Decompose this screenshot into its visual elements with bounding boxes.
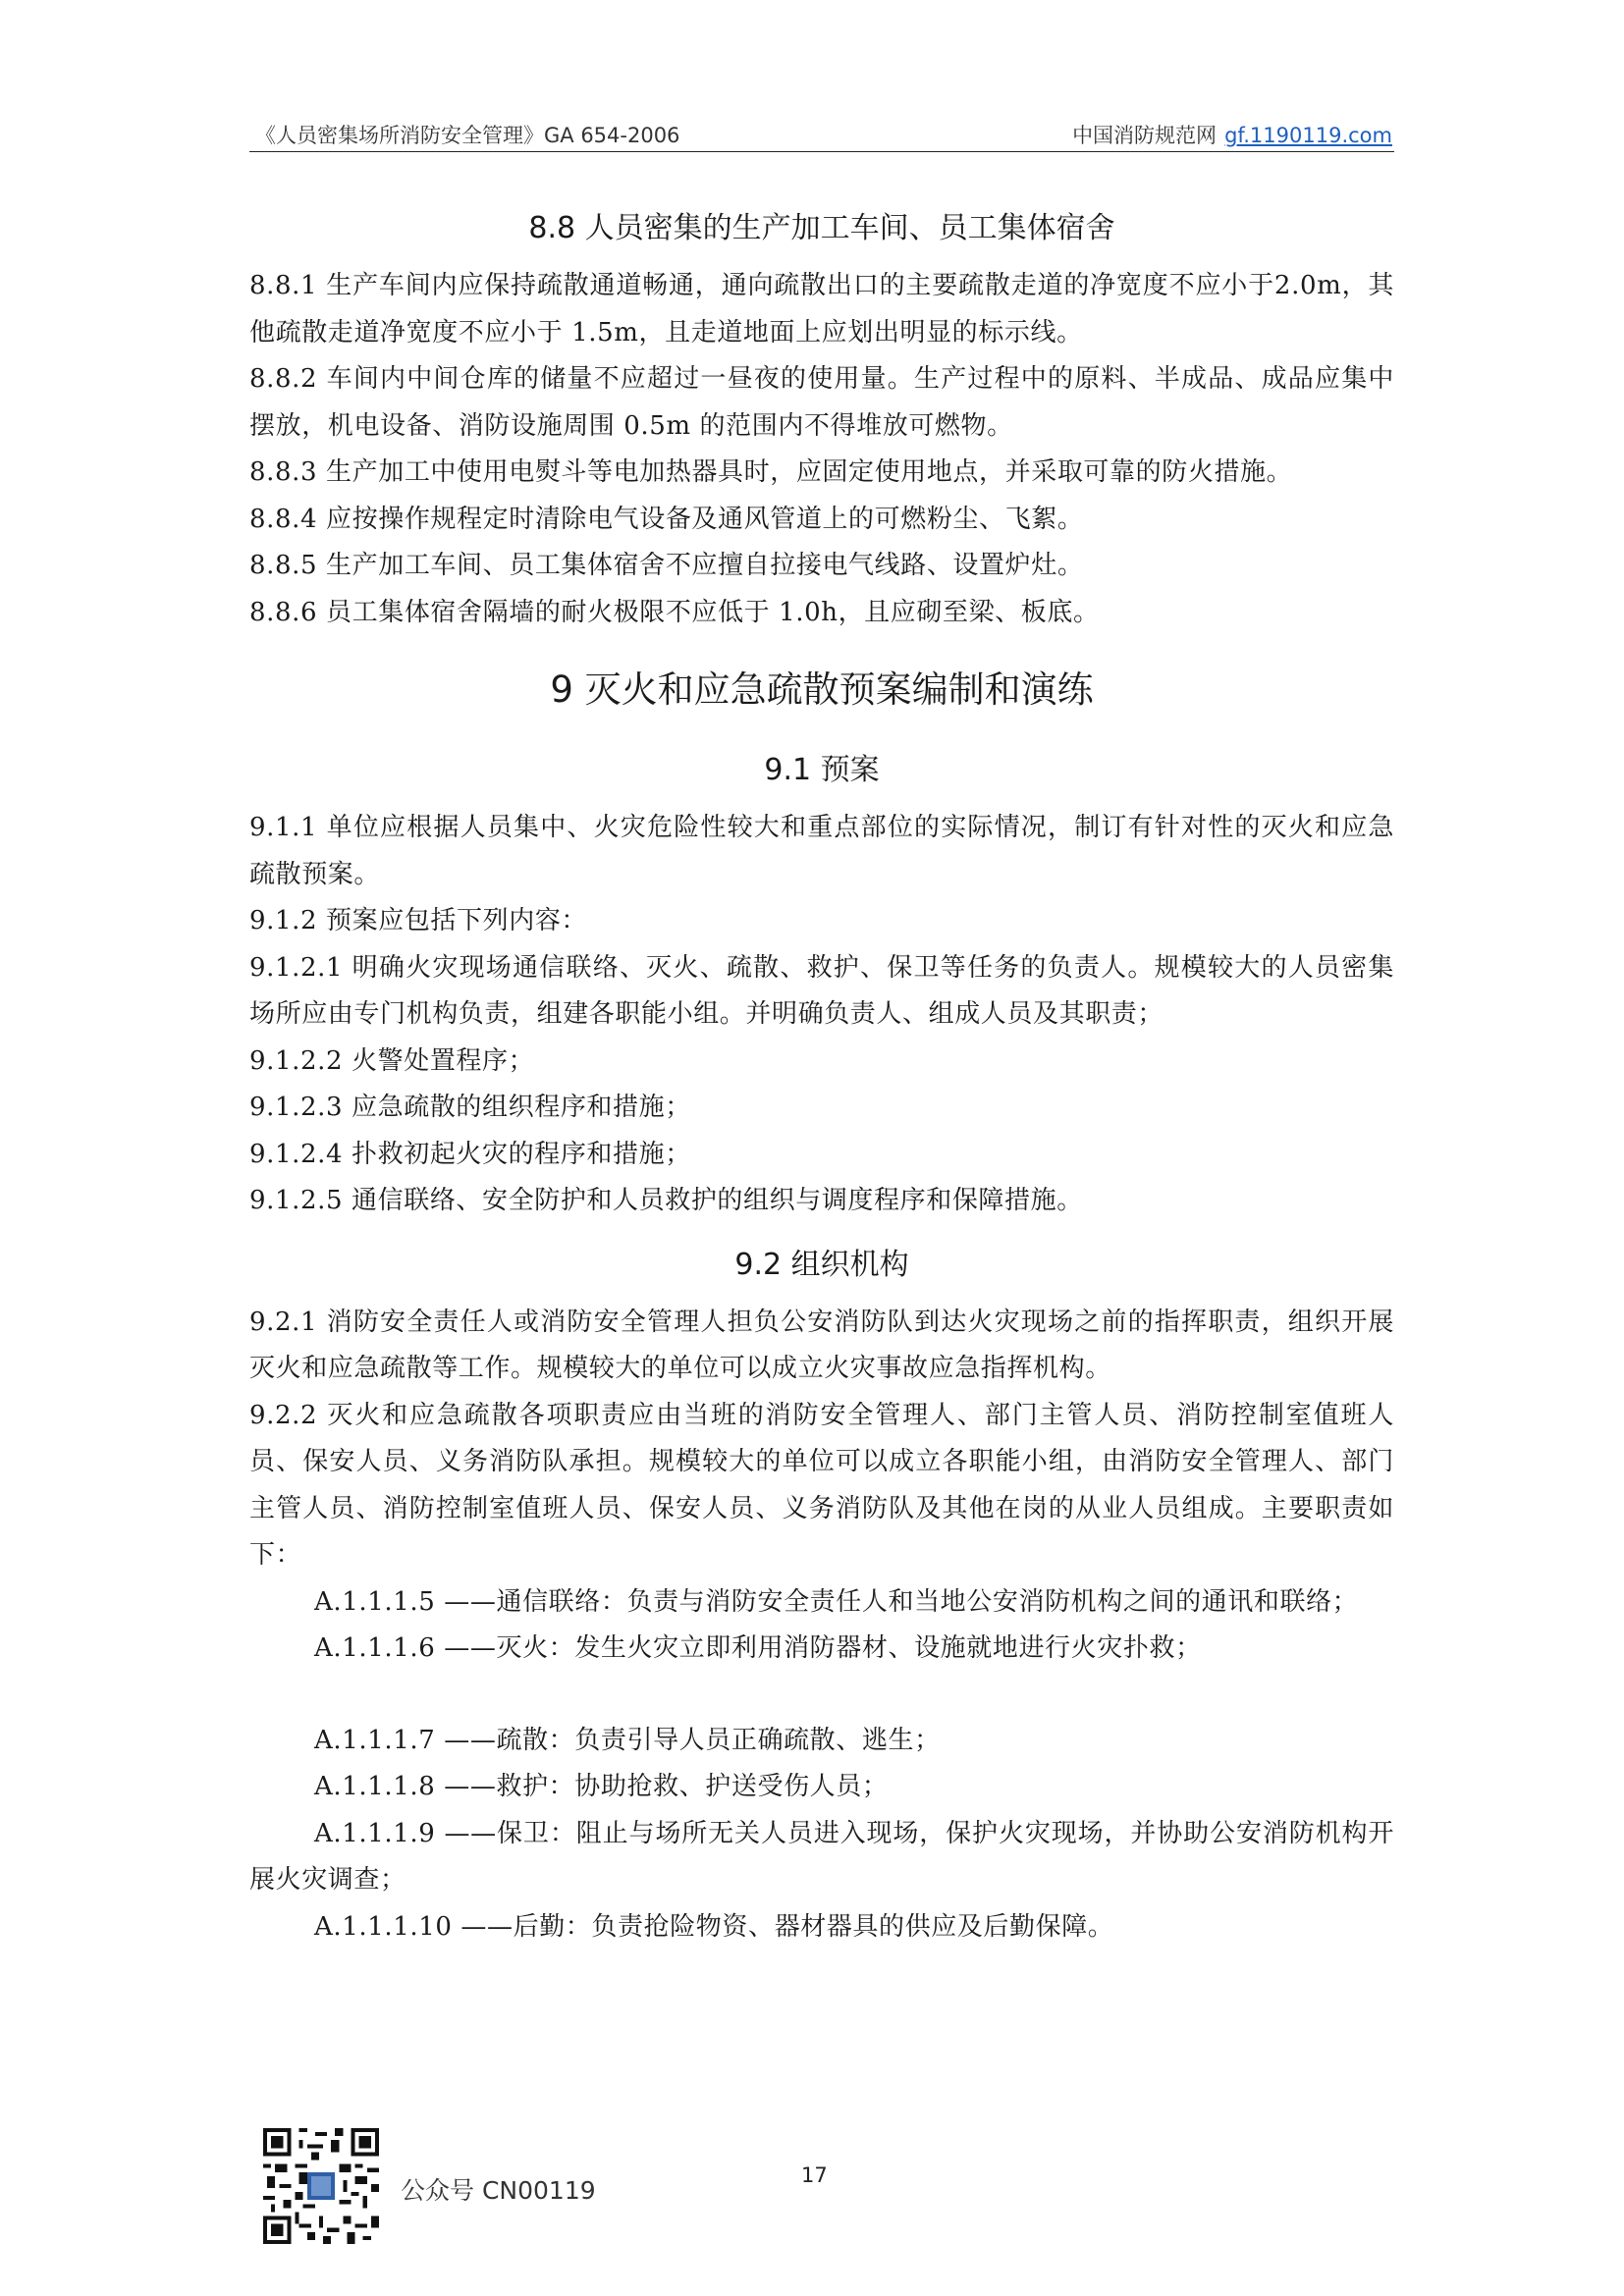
page-content [249, 194, 1394, 1950]
chapter-9-title: 9 灭火和应急疏散预案编制和演练 [550, 668, 1094, 711]
duty-item: A.1.1.1.9 ——保卫：阻止与场所无关人员进入现场，保护火灾现场，并协助公安消防机构开展火灾调查； [249, 1818, 1394, 1895]
clause-9-1-2-2: 9.1.2.2 火警处置程序； [249, 1045, 535, 1076]
qr-code-icon [263, 2128, 379, 2244]
page-number: 17 [801, 2163, 828, 2187]
duty-item: A.1.1.1.6 ——灭火：发生火灾立即利用消防器材、设施就地进行火灾扑救； [314, 1633, 1202, 1663]
clause-8-8-5: 8.8.5 生产加工车间、员工集体宿舍不应擅自拉接电气线路、设置炉灶。 [249, 551, 1084, 580]
clause-9-2-1: 9.2.1 消防安全责任人或消防安全管理人担负公安消防队到达火灾现场之前的指挥职责，组织开展灭火和应急疏散等工作。规模较大的单位可以成立火灾事故应急指挥机构。 [249, 1307, 1394, 1383]
spacer [249, 1673, 1394, 1718]
clause-8-8-6: 8.8.6 员工集体宿舍隔墙的耐火极限不应低于 1.0h，且应砌至梁、板底。 [249, 597, 1100, 627]
header-document-title: 《人员密集场所消防安全管理》GA 654-2006 [255, 124, 680, 147]
duty-item: A.1.1.1.7 ——疏散：负责引导人员正确疏散、逃生； [314, 1725, 941, 1755]
clause-8-8-3: 8.8.3 生产加工中使用电熨斗等电加热器具时，应固定使用地点，并采取可靠的防火措施。 [249, 457, 1293, 487]
header-site-link[interactable]: gf.1190119.com [1224, 124, 1392, 147]
section-9-2-title: 9.2 组织机构 [734, 1247, 909, 1282]
clause-8-8-1: 8.8.1 生产车间内应保持疏散通道畅通，通向疏散出口的主要疏散走道的净宽度不应小于2.0m，其他疏散走道净宽度不应小于 1.5m，且走道地面上应划出明显的标示线。 [249, 271, 1394, 347]
header-site [1072, 120, 1392, 149]
clause-8-8-2: 8.8.2 车间内中间仓库的储量不应超过一昼夜的使用量。生产过程中的原料、半成品、成品应集中摆放，机电设备、消防设施周围 0.5m 的范围内不得堆放可燃物。 [249, 364, 1394, 441]
clause-9-1-2-5: 9.1.2.5 通信联络、安全防护和人员救护的组织与调度程序和保障措施。 [249, 1186, 1083, 1215]
clause-9-1-1: 9.1.1 单位应根据人员集中、火灾危险性较大和重点部位的实际情况，制订有针对性的灭火和应急疏散预案。 [249, 813, 1394, 889]
duty-item: A.1.1.1.5 ——通信联络：负责与消防安全责任人和当地公安消防机构之间的通讯和联络； [314, 1586, 1359, 1617]
clause-9-2-2: 9.2.2 灭火和应急疏散各项职责应由当班的消防安全管理人、部门主管人员、消防控制室值班人员、保安人员、义务消防队承担。规模较大的单位可以成立各职能小组，由消防安全管理人、部门主管人员、消防控制室值班人员、保安人员、义务消防队及其他在岗的从业人员组成。主要职责如下： [249, 1400, 1394, 1570]
clause-9-1-2-3: 9.1.2.3 应急疏散的组织程序和措施； [249, 1093, 691, 1122]
header-site-name: 中国消防规范网 [1072, 124, 1218, 147]
section-9-1-title: 9.1 预案 [764, 753, 880, 787]
section-8-8-title: 8.8 人员密集的生产加工车间、员工集体宿舍 [528, 211, 1115, 245]
clause-9-1-2-4: 9.1.2.4 扑救初起火灾的程序和措施； [249, 1139, 691, 1169]
clause-9-1-2-1: 9.1.2.1 明确火灾现场通信联络、灭火、疏散、救护、保卫等任务的负责人。规模较大的人员密集场所应由专门机构负责，组建各职能小组。并明确负责人、组成人员及其职责； [249, 952, 1394, 1029]
clause-9-1-2: 9.1.2 预案应包括下列内容： [249, 906, 588, 935]
duty-item: A.1.1.1.10 ——后勤：负责抢险物资、器材器具的供应及后勤保障。 [314, 1911, 1114, 1942]
wechat-account: 公众号 CN00119 [401, 2176, 596, 2205]
clause-8-8-4: 8.8.4 应按操作规程定时清除电气设备及通风管道上的可燃粉尘、飞絮。 [249, 504, 1084, 534]
page-header [249, 116, 1394, 152]
duty-item: A.1.1.1.8 ——救护：协助抢救、护送受伤人员； [314, 1772, 889, 1801]
